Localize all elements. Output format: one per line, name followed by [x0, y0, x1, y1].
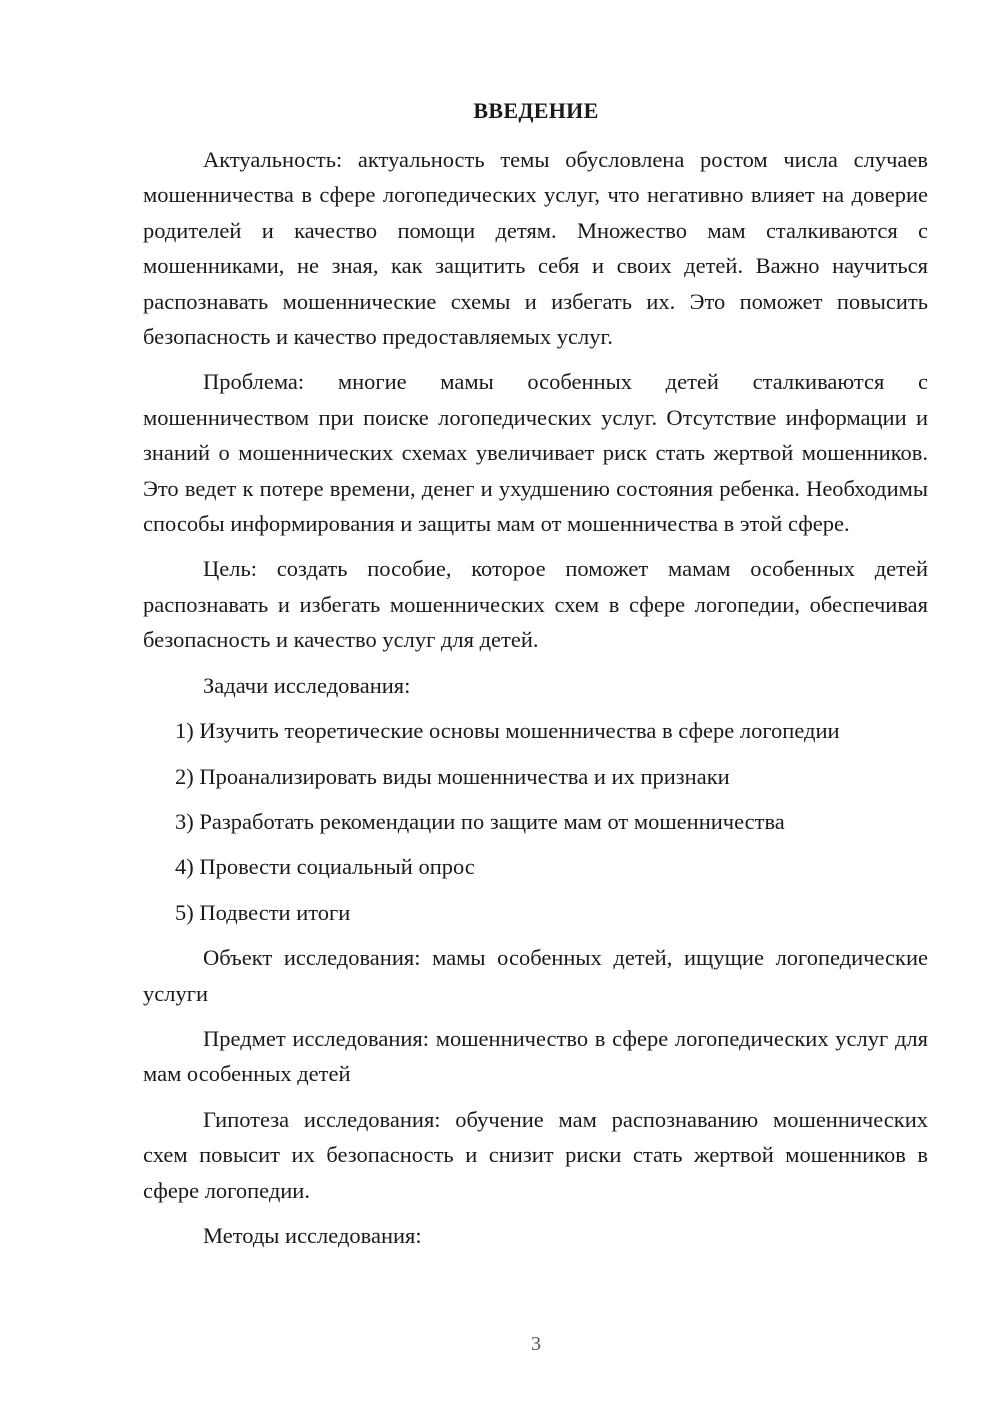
paragraph-hypothesis: Гипотеза исследования: обучение мам распознаванию мошеннических схем повысит их безопасность и снизит риски стать жертвой мошенников в сфере логопедии.: [143, 1106, 928, 1203]
task-item-1: 1) Изучить теоретические основы мошенничества в сфере логопедии: [175, 718, 840, 744]
paragraph-methods-heading: Методы исследования:: [203, 1222, 422, 1248]
task-item-3: 3) Разработать рекомендации по защите мам от мошенничества: [175, 808, 785, 834]
page-number: 3: [531, 1333, 541, 1355]
paragraph-object: Объект исследования: мамы особенных детей, ищущие логопедические услуги: [143, 945, 928, 1006]
task-item-2: 2) Проанализировать виды мошенничества и их признаки: [175, 763, 730, 789]
paragraph-subject: Предмет исследования: мошенничество в сфере логопедических услуг для мам особенных детей: [143, 1025, 928, 1087]
paragraph-tasks-heading: Задачи исследования:: [203, 672, 411, 698]
paragraph-problem: Проблема: многие мамы особенных детей сталкиваются с мошенничеством при поиске логопедических услуг. Отсутствие информации и знаний о мошеннических схемах увеличивает риск стать жертвой мошенников. Это ведет к потере времени, денег и ухудшению состояния ребенка. Необходимы способы информирования и защиты мам от мошенничества в этой сфере.: [143, 369, 928, 537]
task-item-5: 5) Подвести итоги: [175, 899, 351, 925]
task-item-4: 4) Провести социальный опрос: [175, 854, 475, 880]
paragraph-relevance: Актуальность: актуальность темы обусловлена ростом числа случаев мошенничества в сфере логопедических услуг, что негативно влияет на доверие родителей и качество помощи детям. Множество мам сталкиваются с мошенниками, не зная, как защитить себя и своих детей. Важно научиться распознавать мошеннические схемы и избегать их. Это поможет повысить безопасность и качество предоставляемых услуг.: [143, 147, 928, 350]
document-body: [143, 142, 928, 1253]
paragraph-goal: Цель: создать пособие, которое поможет мамам особенных детей распознавать и избегать мошеннических схем в сфере логопедии, обеспечивая безопасность и качество услуг для детей.: [143, 556, 928, 653]
task-list: [143, 713, 928, 930]
page-title: ВВЕДЕНИЕ: [473, 98, 599, 123]
